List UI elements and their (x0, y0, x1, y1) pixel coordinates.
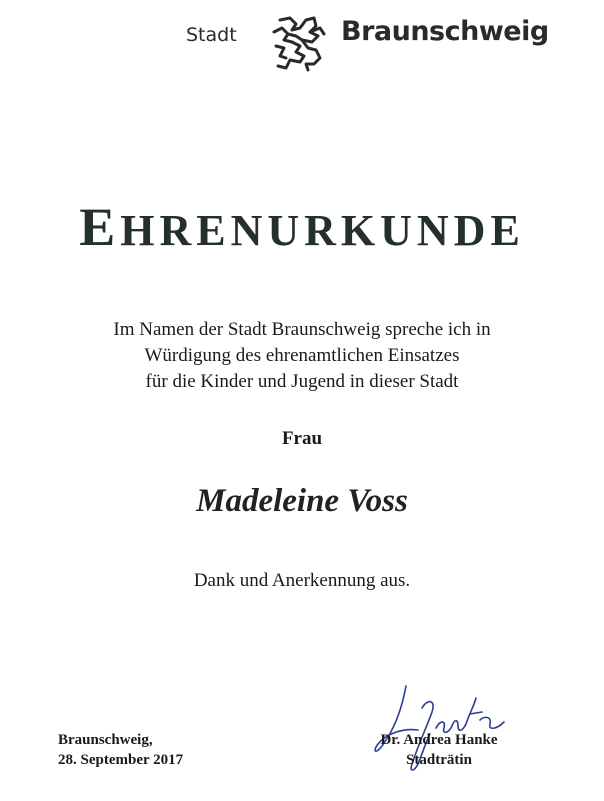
intro-line: Im Namen der Stadt Braunschweig spreche ich in (113, 319, 491, 340)
place-date (58, 730, 183, 770)
date: 28. September 2017 (58, 752, 184, 768)
intro-line: Würdigung des ehrenamtlichen Einsatzes (144, 345, 460, 366)
intro-text (0, 317, 604, 395)
signer-title: Stadträtin (406, 752, 472, 768)
title-initial: E (79, 197, 121, 257)
salutation: Frau (281, 428, 323, 449)
lion-crest-icon (266, 12, 330, 76)
certificate-title (0, 196, 604, 258)
signer-block (354, 730, 524, 770)
intro-line: für die Kinder und Jugend in dieser Stadt (145, 371, 459, 392)
closing-text: Dank und Anerkennung aus. (193, 570, 411, 591)
header-city-name: Braunschweig (341, 16, 549, 47)
signer-name: Dr. Andrea Hanke (380, 732, 498, 748)
recipient-name: Madeleine Voss (196, 483, 408, 519)
title-rest: HRENURKUNDE (120, 206, 525, 255)
place: Braunschweig, (58, 732, 153, 748)
header-prefix: Stadt (186, 24, 237, 46)
